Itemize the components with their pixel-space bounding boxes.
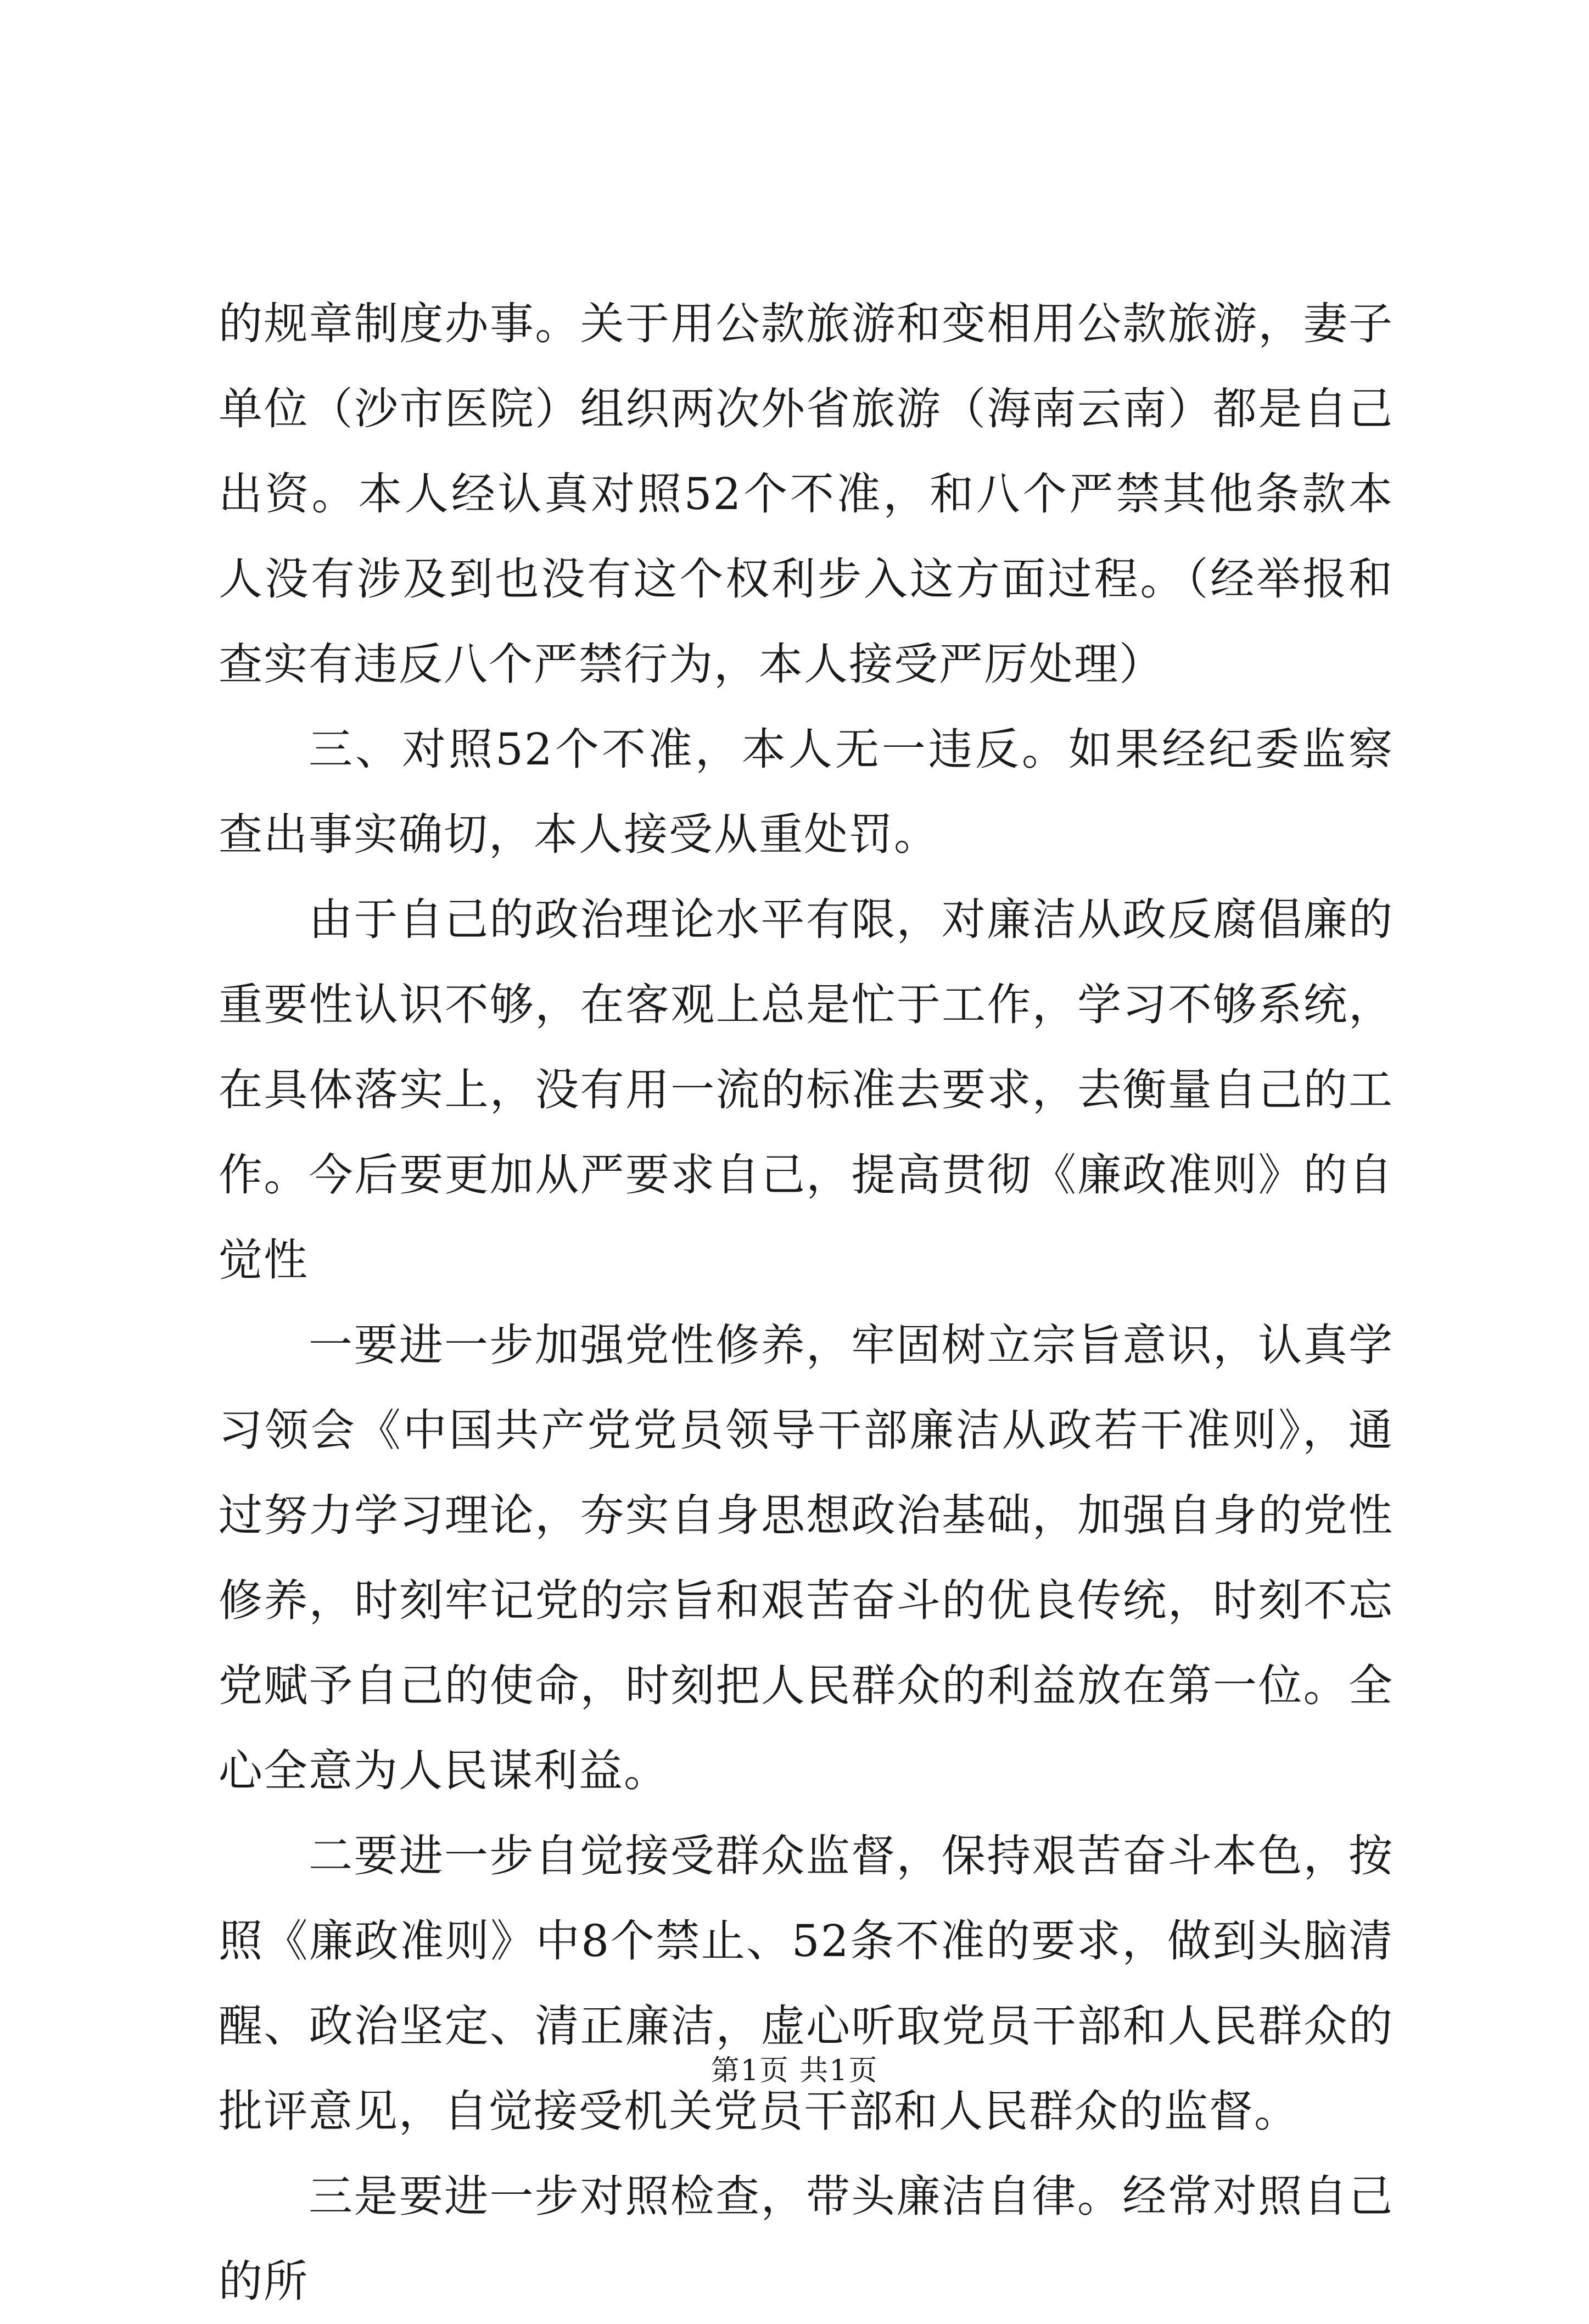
paragraph-self-assessment: 由于自己的政治理论水平有限，对廉洁从政反腐倡廉的重要性认识不够，在客观上总是忙于工作，学习不够系统，在具体落实上，没有用一流的标准去要求，去衡量自己的工作。今后要更加从严要求自己，提高贯彻《廉政准则》的自觉性 bbox=[219, 894, 1394, 1286]
document-body bbox=[219, 281, 1394, 2324]
paragraph-point-two: 二要进一步自觉接受群众监督，保持艰苦奋斗本色，按照《廉政准则》中8个禁止、52条不准的要求，做到头脑清醒、政治坚定、清正廉洁，虚心听取党员干部和人民群众的批评意见，自觉接受机关党员干部和人民群众的监督。 bbox=[219, 1830, 1394, 2137]
paragraph-section-three: 三、对照52个不准，本人无一违反。如果经纪委监察查出事实确切，本人接受从重处罚。 bbox=[219, 724, 1394, 860]
paragraph-continuation: 的规章制度办事。关于用公款旅游和变相用公款旅游，妻子单位（沙市医院）组织两次外省旅游（海南云南）都是自己出资。本人经认真对照52个不准，和八个严禁其他条款本人没有涉及到也没有这个权利步入这方面过程。（经举报和查实有违反八个严禁行为，本人接受严厉处理） bbox=[219, 298, 1394, 690]
page-number-footer: 第1页 共1页 bbox=[710, 2054, 879, 2087]
paragraph-point-three: 三是要进一步对照检查，带头廉洁自律。经常对照自己的所 bbox=[219, 2171, 1394, 2307]
paragraph-point-one: 一要进一步加强党性修养，牢固树立宗旨意识，认真学习领会《中国共产党党员领导干部廉洁从政若干准则》，通过努力学习理论，夯实自身思想政治基础，加强自身的党性修养，时刻牢记党的宗旨和艰苦奋斗的优良传统，时刻不忘党赋予自己的使命，时刻把人民群众的利益放在第一位。全心全意为人民谋利益。 bbox=[219, 1320, 1394, 1796]
